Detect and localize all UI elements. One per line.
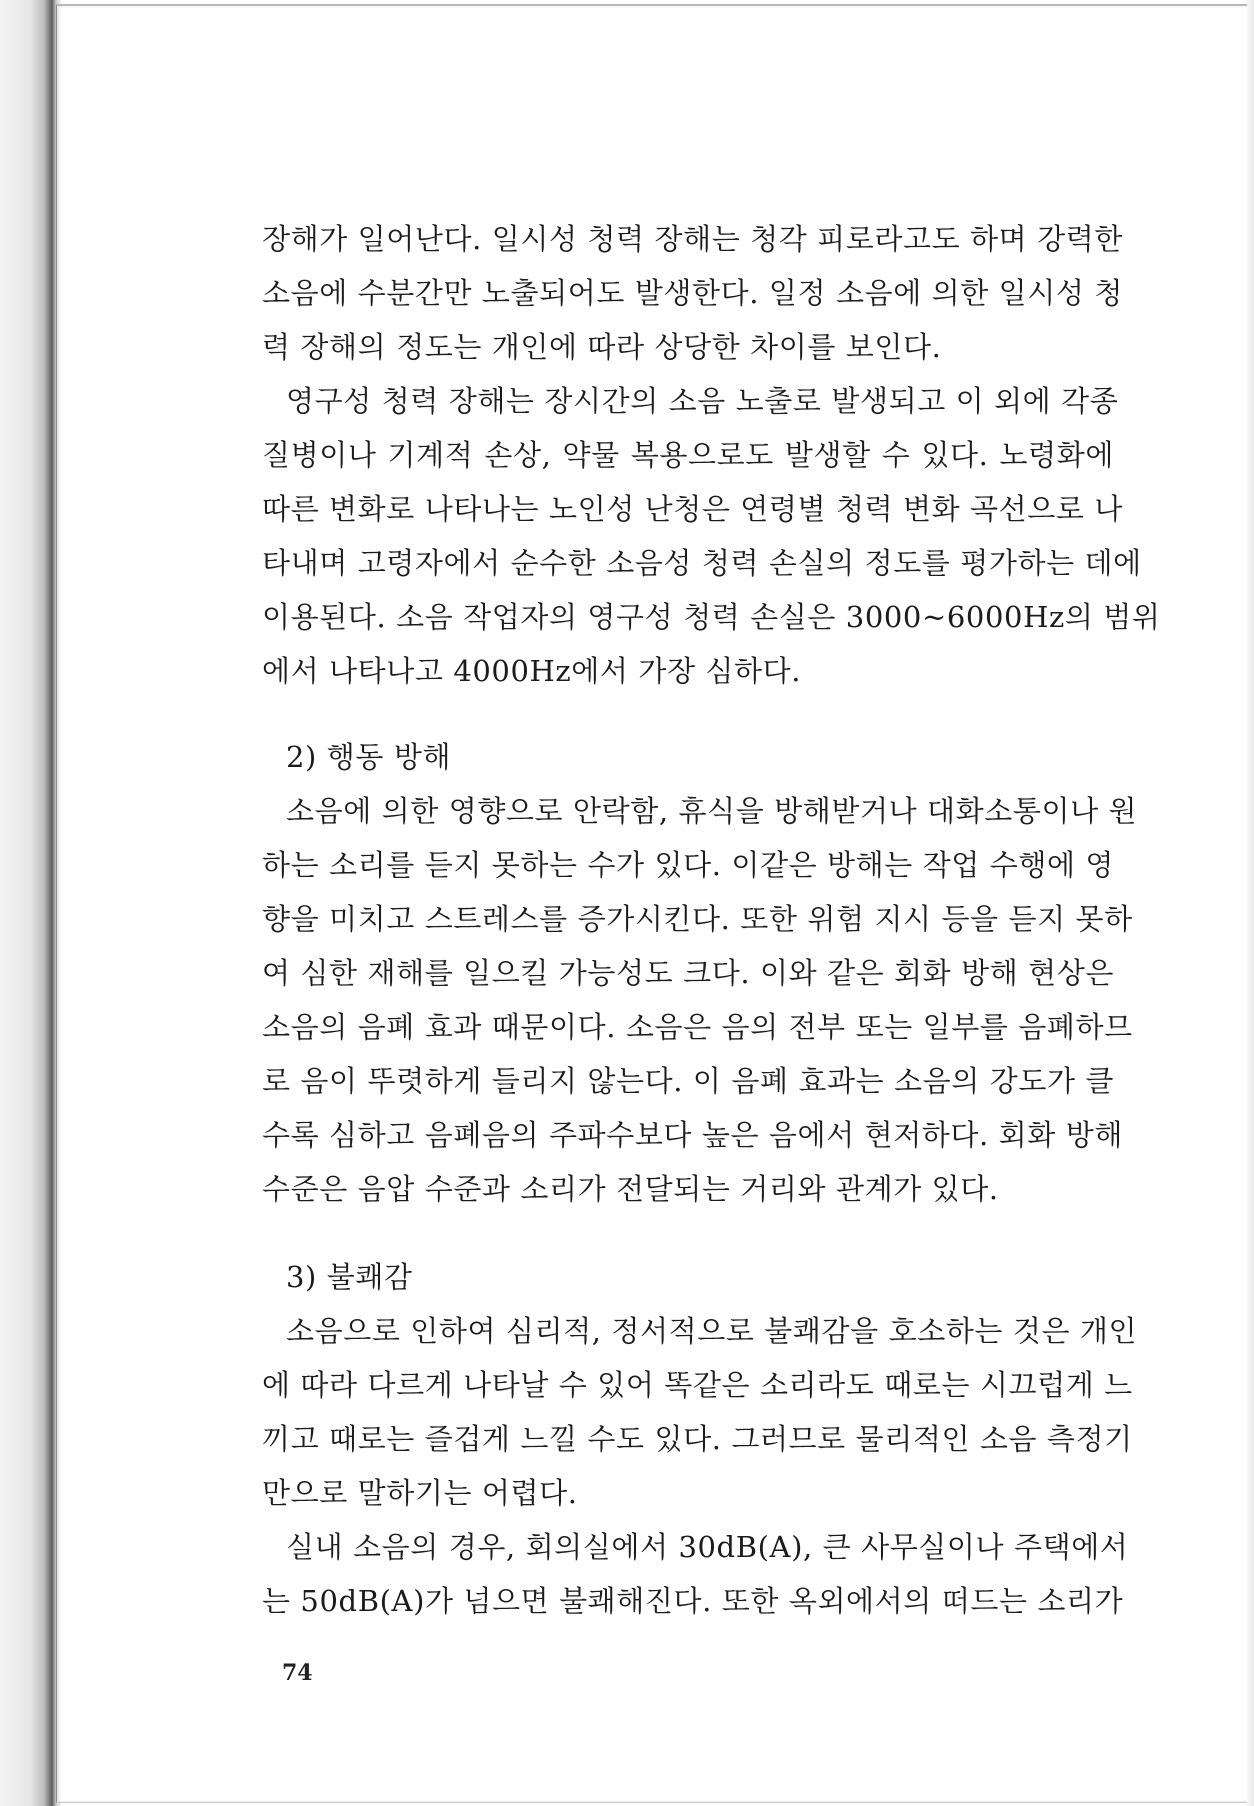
text-line: 에서 나타나고 4000Hz에서 가장 심하다. bbox=[262, 654, 802, 688]
text-line: 하는 소리를 듣지 못하는 수가 있다. 이같은 방해는 작업 수행에 영 bbox=[262, 848, 1114, 882]
text-line: 질병이나 기계적 손상, 약물 복용으로도 발생할 수 있다. 노령화에 bbox=[262, 438, 1114, 472]
behavior-interference-section bbox=[262, 730, 1138, 1216]
text-line: 소음에 수분간만 노출되어도 발생한다. 일정 소음에 의한 일시성 청 bbox=[262, 276, 1123, 310]
book-spine-edge bbox=[0, 0, 62, 1806]
text-line: 이용된다. 소음 작업자의 영구성 청력 손실은 3000~6000Hz의 범위 bbox=[262, 600, 1161, 634]
text-line: 수준은 음압 수준과 소리가 전달되는 거리와 관계가 있다. bbox=[262, 1172, 999, 1206]
text-line: 로 음이 뚜렷하게 들리지 않는다. 이 음폐 효과는 소음의 강도가 클 bbox=[262, 1064, 1114, 1098]
text-line: 장해가 일어난다. 일시성 청력 장해는 청각 피로라고도 하며 강력한 bbox=[262, 222, 1123, 256]
text-line: 타내며 고령자에서 순수한 소음성 청력 손실의 정도를 평가하는 데에 bbox=[262, 546, 1142, 580]
page-number: 74 bbox=[282, 1660, 313, 1686]
text-line: 영구성 청력 장해는 장시간의 소음 노출로 발생되고 이 외에 각종 bbox=[286, 384, 1119, 418]
text-line: 수록 심하고 음폐음의 주파수보다 높은 음에서 현저하다. 회화 방해 bbox=[262, 1118, 1123, 1152]
text-line: 끼고 때로는 즐겁게 느낄 수도 있다. 그러므로 물리적인 소음 측정기 bbox=[262, 1422, 1133, 1456]
text-line: 향을 미치고 스트레스를 증가시킨다. 또한 위험 지시 등을 듣지 못하 bbox=[262, 902, 1133, 936]
text-line: 소음으로 인하여 심리적, 정서적으로 불쾌감을 호소하는 것은 개인 bbox=[286, 1314, 1138, 1348]
text-line: 따른 변화로 나타나는 노인성 난청은 연령별 청력 변화 곡선으로 나 bbox=[262, 492, 1123, 526]
text-line: 력 장해의 정도는 개인에 따라 상당한 차이를 보인다. bbox=[262, 330, 942, 364]
text-line: 여 심한 재해를 일으킬 가능성도 크다. 이와 같은 회화 방해 현상은 bbox=[262, 956, 1114, 990]
section-heading: 2) 행동 방해 bbox=[286, 740, 452, 774]
text-line: 소음의 음폐 효과 때문이다. 소음은 음의 전부 또는 일부를 음폐하므 bbox=[262, 1010, 1133, 1044]
hearing-damage-text bbox=[262, 212, 1161, 698]
annoyance-section bbox=[262, 1250, 1138, 1628]
section-heading: 3) 불쾌감 bbox=[286, 1260, 413, 1294]
text-line: 에 따라 다르게 나타날 수 있어 똑같은 소리라도 때로는 시끄럽게 느 bbox=[262, 1368, 1133, 1402]
text-line: 실내 소음의 경우, 회의실에서 30dB(A), 큰 사무실이나 주택에서 bbox=[286, 1530, 1129, 1564]
text-line: 만으로 말하기는 어렵다. bbox=[262, 1476, 578, 1510]
text-line: 는 50dB(A)가 넘으면 불쾌해진다. 또한 옥외에서의 떠드는 소리가 bbox=[262, 1584, 1124, 1618]
text-line: 소음에 의한 영향으로 안락함, 휴식을 방해받거나 대화소통이나 원 bbox=[286, 794, 1138, 828]
